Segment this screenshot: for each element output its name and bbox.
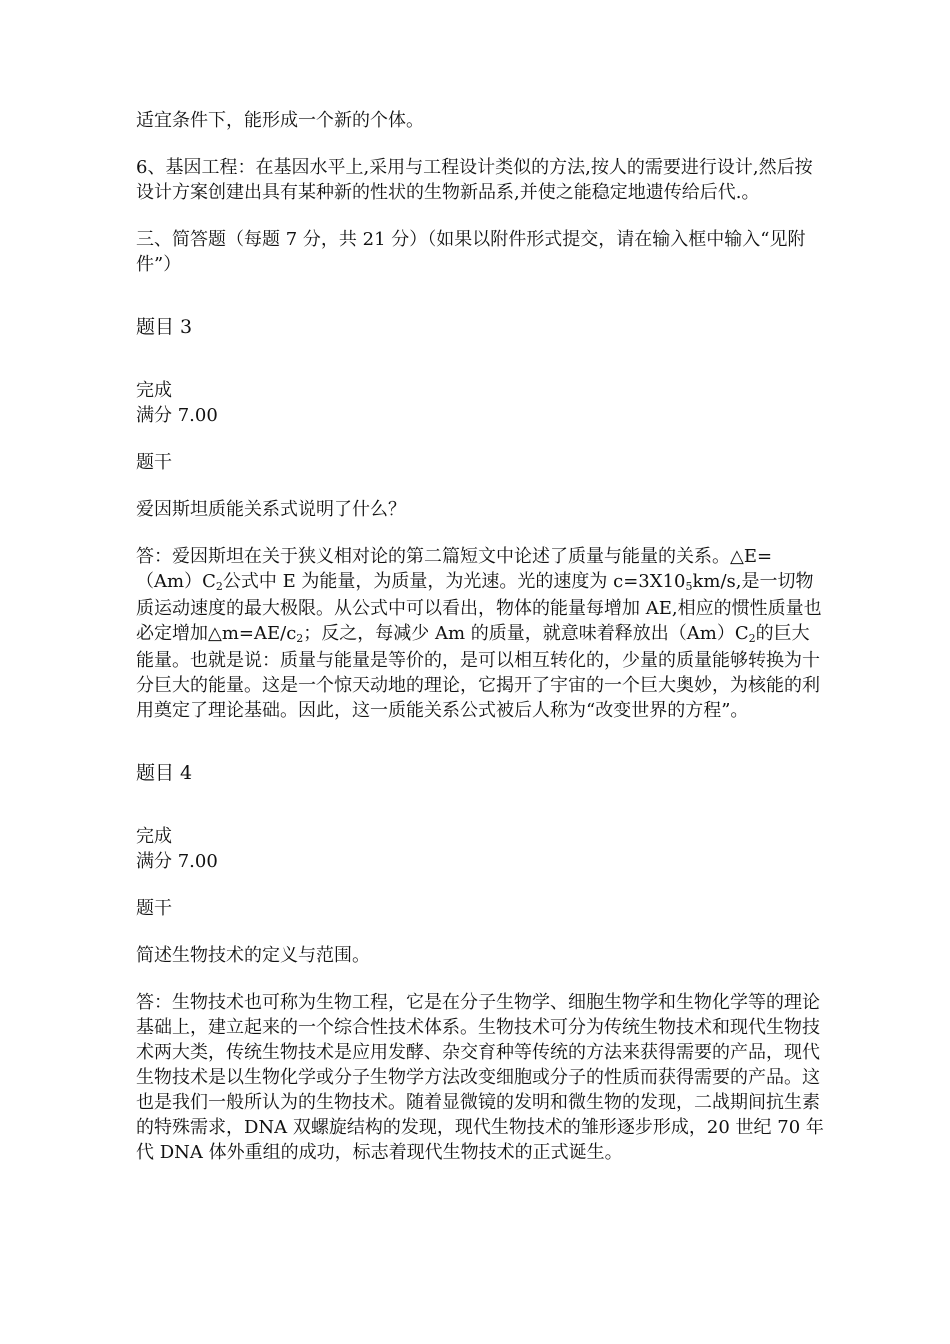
question-4-score: 满分 7.00 <box>136 851 218 872</box>
question-4-title: 题目 4 <box>136 762 193 784</box>
question-4-text: 简述生物技术的定义与范围。 <box>136 945 370 966</box>
section-3-heading: 三、简答题（每题 7 分，共 21 分）（如果以附件形式提交，请在输入框中输入“见附件”） <box>136 229 806 275</box>
question-3-text: 爱因斯坦质能关系式说明了什么？ <box>136 499 406 520</box>
question-3-stem-label: 题干 <box>136 452 172 473</box>
document-page <box>136 108 826 1165</box>
intro-tail: 适宜条件下，能形成一个新的个体。 <box>136 110 424 131</box>
question-3-answer: 答：爱因斯坦在关于狭义相对论的第二篇短文中论述了质量与能量的关系。$\triangle E=(Am)C_2$公式中 E 为能量，为质量，为光速。光的速度为 $c=3X10_5km/s$,是一切物质运动速度的最大极限。从公式中可以看出，物体的能量每增加 AE,相应的惯性质量也必定增加$\triangle m=AE/c_2$；反之，每减少 Am 的质量，就意味着释放出$(Am)C_2$的巨大能量。也就是说：质量与能量是等价的，是可以相互转化的，少量的质量能够转换为十分巨大的能量。这是一个惊天动地的理论，它揭开了宇宙的一个巨大奥妙，为核能的利用奠定了理论基础。因此，这一质能关系公式被后人称为“改变世界的方程”。 <box>136 546 822 721</box>
question-3-score: 满分 7.00 <box>136 405 218 426</box>
question-4-answer: 答：生物技术也可称为生物工程，它是在分子生物学、细胞生物学和生物化学等的理论基础上，建立起来的一个综合性技术体系。生物技术可分为传统生物技术和现代生物技术两大类，传统生物技术是应用发酵、杂交育种等传统的方法来获得需要的产品，现代生物技术是以生物化学或分子生物学方法改变细胞或分子的性质而获得需要的产品。这也是我们一般所认为的生物技术。随着显微镜的发明和微生物的发现，二战期间抗生素的特殊需求，DNA 双螺旋结构的发现，现代生物技术的雏形逐步形成，20 世纪 70 年代 DNA 体外重组的成功，标志着现代生物技术的正式诞生。 <box>136 992 824 1163</box>
question-4-stem-label: 题干 <box>136 898 172 919</box>
question-3-status: 完成 <box>136 380 172 401</box>
question-3-title: 题目 3 <box>136 316 193 338</box>
question-4-status: 完成 <box>136 826 172 847</box>
item-6-gene-engineering: 6、基因工程：在基因水平上,采用与工程设计类似的方法,按人的需要进行设计,然后按设计方案创建出具有某种新的性状的生物新品系,并使之能稳定地遗传给后代.。 <box>136 157 813 203</box>
